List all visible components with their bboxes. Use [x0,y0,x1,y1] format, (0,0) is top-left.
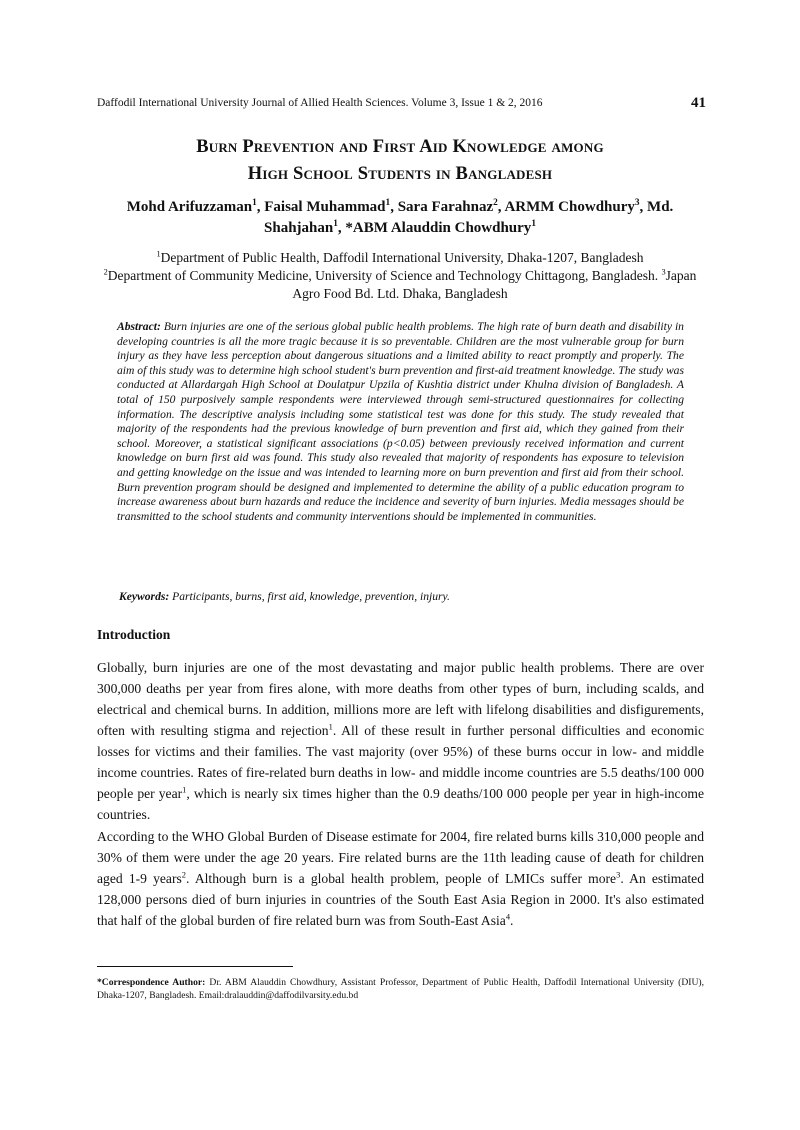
author: ARMM Chowdhury$^3$, [504,198,648,215]
author: Sara Farahnaz$^2$, [397,198,505,215]
running-head: Daffodil International University Journal of Allied Health Sciences. Volume 3, Issue 1 & 2, 2016 [97,97,543,109]
author: Md. Shahjahan$^1$, [264,199,674,236]
author-list [95,197,705,239]
author: *ABM Alauddin Chowdhury$^1$ [345,219,536,236]
article-title [60,134,740,188]
abstract-label: Abstract: [117,320,161,333]
footnote-text: Dr. ABM Alauddin Chowdhury, Assistant Professor, Department of Public Health, Daffodil International University (DIU), Dhaka-1207, Bangladesh. Email:dralauddin@daffodilvarsity.edu.bd [97,977,704,1001]
keywords-label: Keywords: [119,590,170,603]
keywords [119,590,679,603]
author: Faisal Muhammad$^1$, [264,198,398,215]
section-heading-introduction: Introduction [97,627,171,642]
abstract [117,320,684,524]
affiliation-1: $^1$Department of Public Health, Daffodil International University, Dhaka-1207, Bangladesh [156,249,644,265]
citation: 1 [182,784,187,795]
title-line-2: High School Students in Bangladesh [247,164,553,184]
footnote-label: *Correspondence Author: [97,977,206,988]
title-line-1: Burn Prevention and First Aid Knowledge among [196,137,604,157]
author: Mohd Arifuzzaman$^1$, [126,198,265,215]
citation: 3 [616,869,621,880]
citation: 2 [181,869,187,880]
citation: 1 [328,721,333,732]
intro-paragraph-1: Globally, burn injuries are one of the most devastating and major public health problems. There are over 300,000 deaths per year from fires alone, with more deaths from other types of burn, including scalds, and electrical and chemical burns. In addition, millions more are left with lifelong disabilities and disfigurements, often with resulting stigma and rejection$^1$. All of these result in further personal difficulties and economic losses for victims and their families. The vast majority (over 95%) of these burns occur in low- and middle income countries. Rates of fire-related burn deaths in low- and middle income countries are 5.5 deaths/100 000 people per year$^1$, which is nearly six times higher than the 0.9 deaths/100 000 people per year in high-income countries. [97,660,704,822]
intro-paragraph-2: According to the WHO Global Burden of Disease estimate for 2004, fire related burns kills 310,000 people and 30% of them were under the age 20 years. Fire related burns are the 11th leading cause of death for children aged 1-9 years$^2$. Although burn is a global health problem, people of LMICs suffer more$^3$. An estimated 128,000 persons died of burn injuries in countries of the South East Asia Region in 2000. It's also estimated that half of the global burden of fire related burn was from South-East Asia$^4$. [97,829,704,928]
correspondence-footnote [97,977,704,1002]
affiliation-2-3: $^2$Department of Community Medicine, University of Science and Technology Chittagong, Bangladesh. $^3$Japan Agro Food Bd. Ltd. Dhaka, Bangladesh [103,267,697,301]
citation: 4 [505,911,511,922]
abstract-text: Burn injuries are one of the serious global public health problems. The high rate of burn death and disability in developing countries is all the more tragic because it is so preventable. Children are the most vulnerable group for burn injury as they have less perception about dangerous situations and a limited ability to react promptly and properly. The aim of this study was to determine high school student's burn prevention and first-aid treatment knowledge. The study was conducted at Allardargah High School at Doulatpur Upzila of Kushtia district under Khulna division of Bangladesh. A total of 150 purposively sample respondents were interviewed through semi-structured questionnaires for collecting information. The descriptive analysis including some statistical test was done for this study. The study revealed that majority of the respondents had the previous knowledge of burn prevention and first aid, which they gained from their school. Moreover, a statistical significant associations (p<0.05) between previously received information and current knowledge on burn first aid was found. This study also revealed that majority of respondents has exposure to television and getting knowledge on the issue and was intended to learning more on burn prevention and first aid from their school. Burn prevention program should be designed and implemented to determine the ability of a public education program to increase awareness about burn hazards and reduce the incidence and severity of burn injuries. Media messages should be transmitted to the school students and community interventions should be implemented in communities. [117,320,684,523]
keywords-text: Participants, burns, first aid, knowledge, prevention, injury. [172,590,450,603]
footnote-divider [97,966,293,967]
page-number: 41 [691,95,706,111]
affiliations [100,249,700,303]
